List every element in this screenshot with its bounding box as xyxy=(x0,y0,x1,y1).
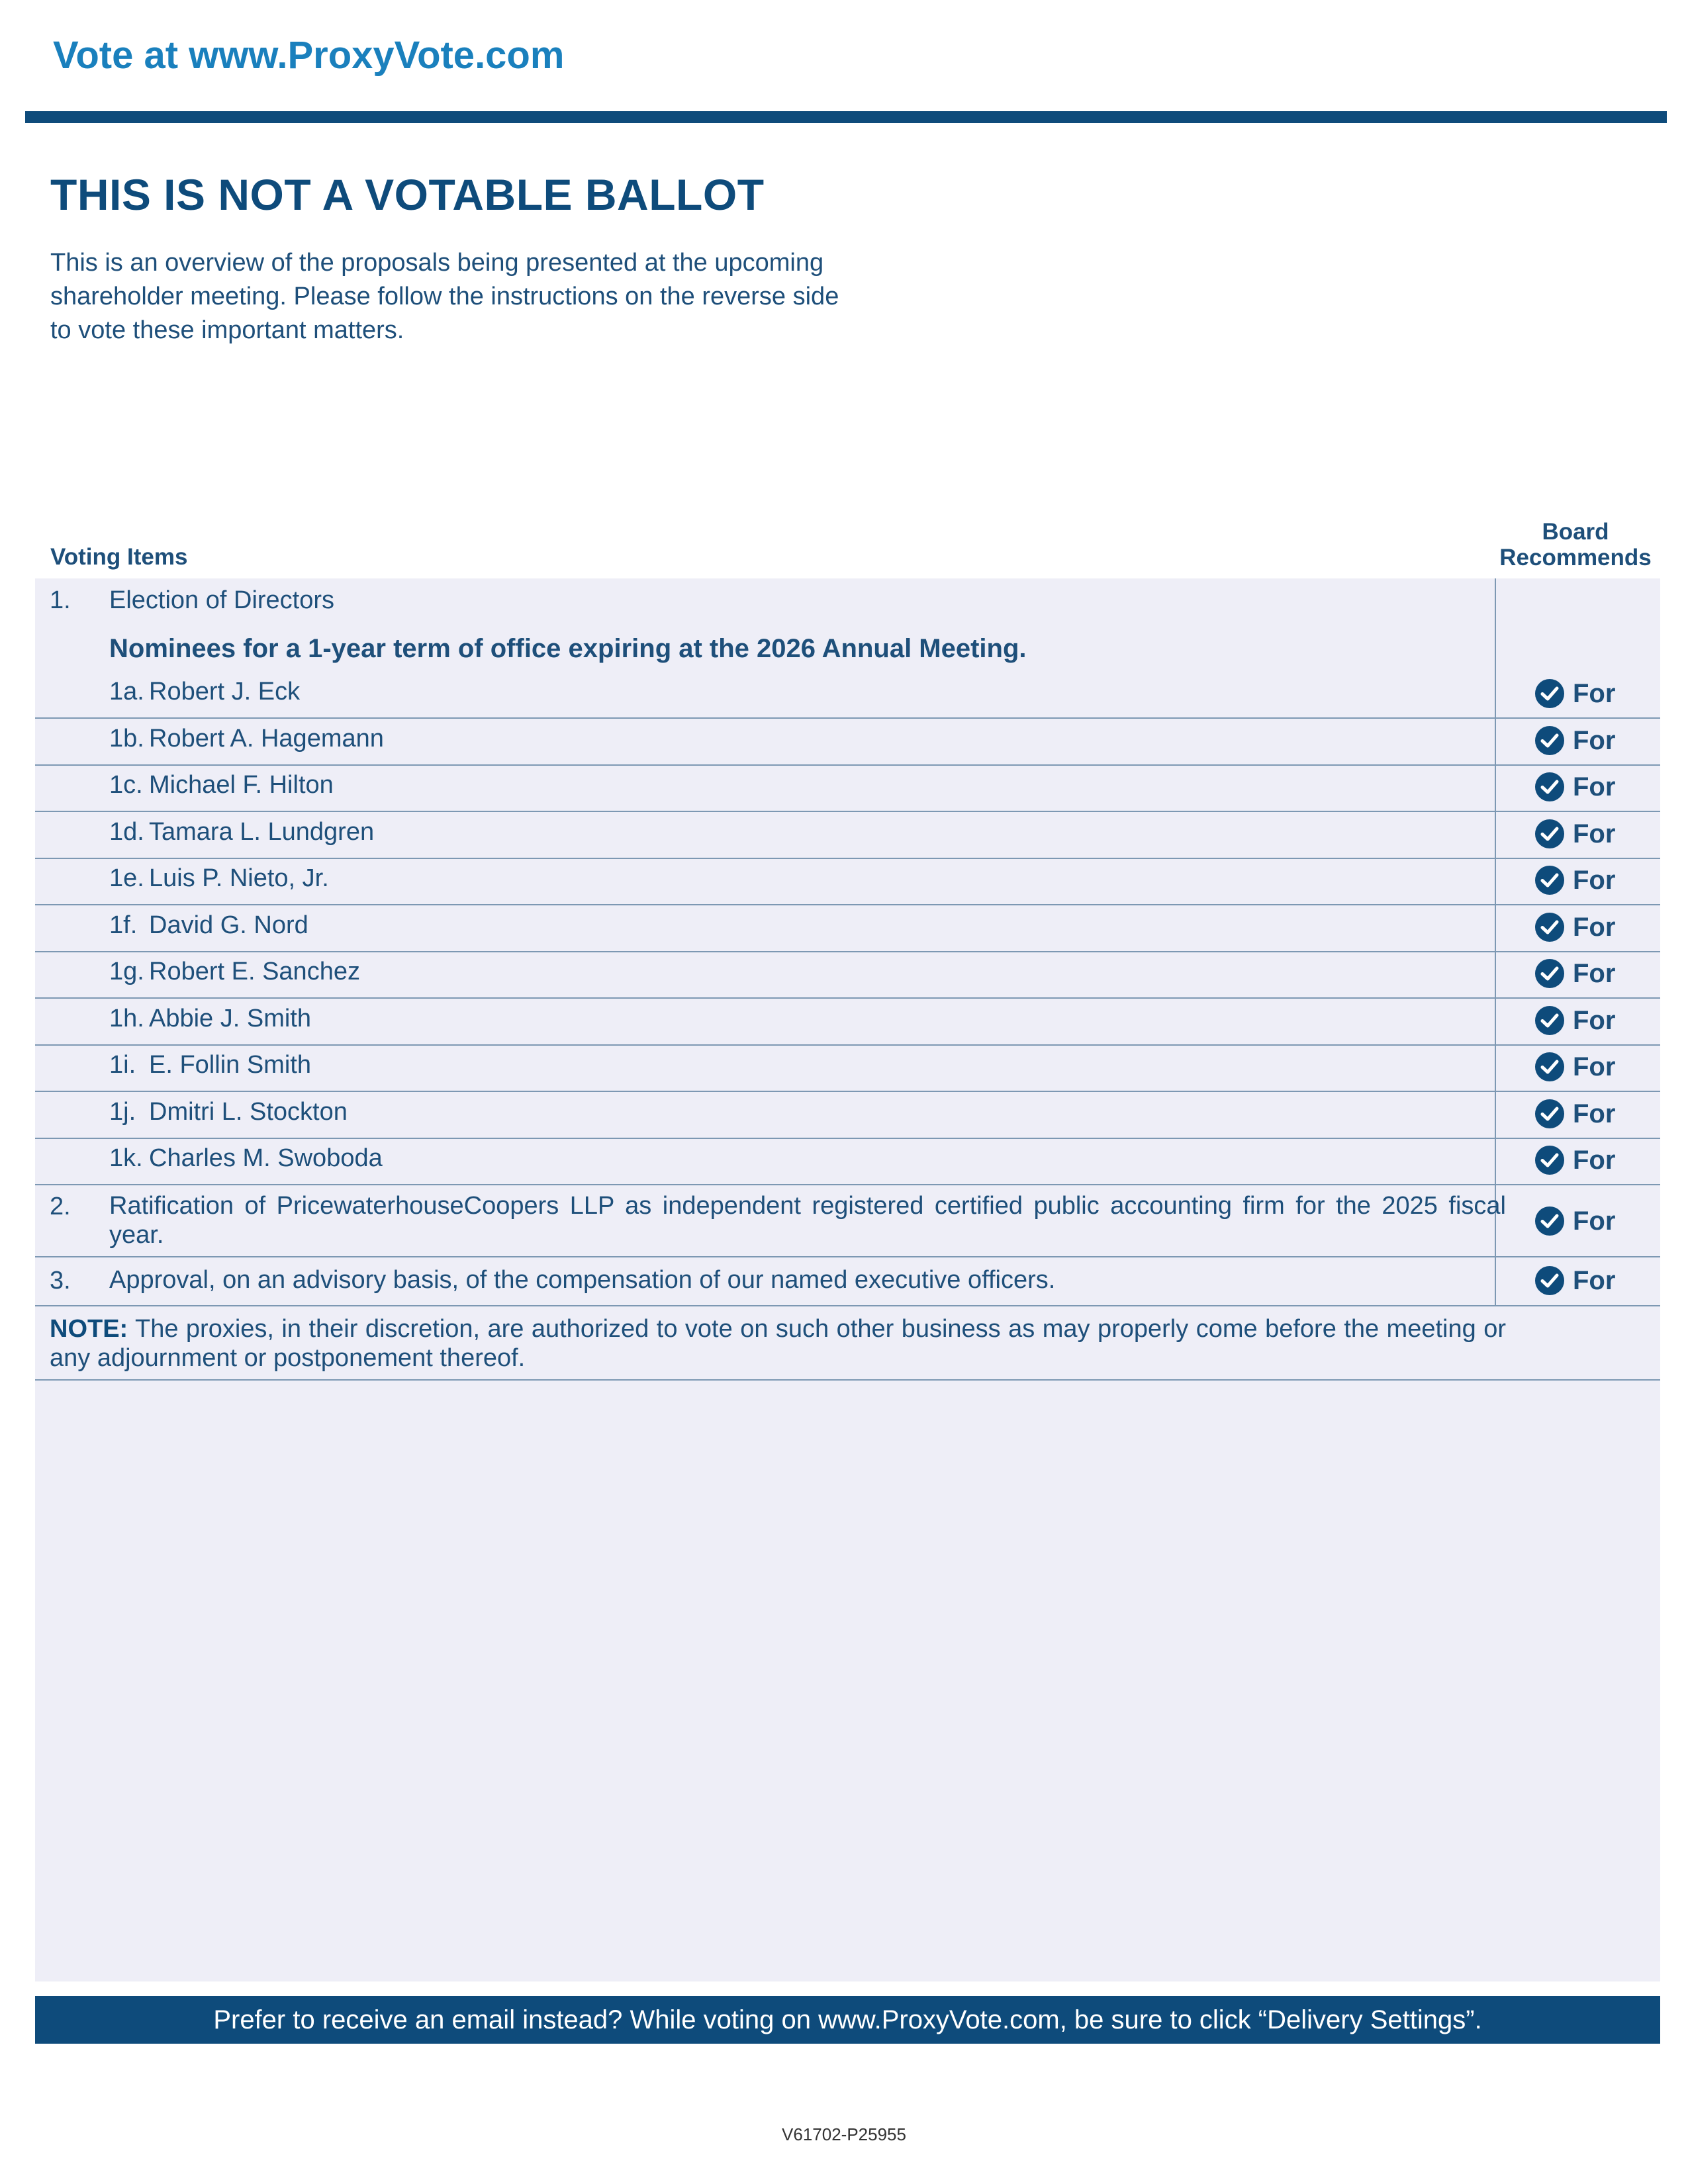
nominee-row xyxy=(35,1139,1660,1185)
intro-paragraph: This is an overview of the proposals being presented at the upcoming shareholder meeting. Please follow the instructions on the reverse side to vote these important matters. xyxy=(50,249,839,344)
recommendation-label: For xyxy=(1573,1145,1616,1175)
recommendation xyxy=(1534,1206,1615,1236)
note-row xyxy=(35,1306,1660,1381)
nominee-name: E. Follin Smith xyxy=(149,1051,311,1079)
check-circle-icon xyxy=(1534,1005,1565,1036)
recommendation-label: For xyxy=(1573,1005,1616,1035)
top-divider xyxy=(25,111,1667,123)
nominee-id: 1g. xyxy=(109,958,144,985)
recommendation xyxy=(1534,772,1615,802)
check-circle-icon xyxy=(1534,958,1565,989)
nominee-id: 1c. xyxy=(109,771,143,799)
check-circle-icon xyxy=(1534,1145,1565,1175)
nominee-row xyxy=(35,999,1660,1046)
nominee-row xyxy=(35,906,1660,952)
nominee-name: Robert E. Sanchez xyxy=(149,958,360,985)
nominee-row xyxy=(35,813,1660,859)
recommendation-label: For xyxy=(1573,1099,1616,1128)
check-circle-icon xyxy=(1534,819,1565,849)
item-text: Election of Directors xyxy=(109,586,335,614)
recommendation xyxy=(1534,725,1615,756)
item-text: Ratification of PricewaterhouseCoopers LLP as independent registered certified public accounting firm for the 2025 fiscal year. xyxy=(109,1192,1506,1249)
nominee-heading: Nominees for a 1-year term of office expiring at the 2026 Annual Meeting. xyxy=(109,634,1027,663)
recommendation xyxy=(1534,678,1615,709)
recommendation xyxy=(1534,912,1615,942)
nominee-id: 1a. xyxy=(109,678,144,705)
item-number: 3. xyxy=(50,1267,71,1295)
recommendation-label: For xyxy=(1573,865,1616,895)
check-circle-icon xyxy=(1534,1099,1565,1129)
nominee-name: David G. Nord xyxy=(149,911,308,939)
recommendation-label: For xyxy=(1573,958,1616,988)
check-circle-icon xyxy=(1534,912,1565,942)
nominee-row xyxy=(35,1093,1660,1139)
nominee-row xyxy=(35,766,1660,812)
nominee-name: Robert J. Eck xyxy=(149,678,301,705)
nominee-name: Robert A. Hagemann xyxy=(149,725,384,752)
nominee-name: Dmitri L. Stockton xyxy=(149,1098,348,1126)
nominee-row xyxy=(35,672,1660,719)
recommendation-label: For xyxy=(1573,772,1616,801)
board-header-line2: Recommends xyxy=(1499,545,1652,570)
recommendation xyxy=(1534,1265,1615,1296)
nominee-name: Tamara L. Lundgren xyxy=(149,818,375,846)
item-text: Approval, on an advisory basis, of the compensation of our named executive officers. xyxy=(109,1266,1056,1294)
recommendation xyxy=(1534,1052,1615,1082)
recommendation-label: For xyxy=(1573,725,1616,755)
note-text xyxy=(50,1314,1506,1373)
item-2-row xyxy=(35,1183,1660,1257)
check-circle-icon xyxy=(1534,1206,1565,1236)
recommendation-label: For xyxy=(1573,912,1616,942)
nominee-id: 1b. xyxy=(109,725,144,752)
item-3-row xyxy=(35,1257,1660,1306)
recommendation-label: For xyxy=(1573,678,1616,708)
recommendation xyxy=(1534,1005,1615,1036)
note-body: The proxies, in their discretion, are authorized to vote on such other business as may properly come before the meeting or any adjournment or postponement thereof. xyxy=(50,1315,1506,1372)
column-header-board-recommends xyxy=(1483,519,1668,570)
nominee-row xyxy=(35,859,1660,905)
nominee-id: 1f. xyxy=(109,911,138,939)
check-circle-icon xyxy=(1534,678,1565,709)
nominee-id: 1j. xyxy=(109,1098,136,1126)
item-number: 1. xyxy=(50,586,71,614)
recommendation xyxy=(1534,865,1615,895)
check-circle-icon xyxy=(1534,1265,1565,1296)
nominee-row xyxy=(35,952,1660,999)
nominee-name: Luis P. Nieto, Jr. xyxy=(149,864,329,892)
recommendation xyxy=(1534,958,1615,989)
nominee-id: 1h. xyxy=(109,1005,144,1032)
check-circle-icon xyxy=(1534,772,1565,802)
document-code: V61702-P25955 xyxy=(782,2124,906,2144)
email-delivery-banner: Prefer to receive an email instead? While voting on www.ProxyVote.com, be sure to click “Delivery Settings”. xyxy=(35,1996,1660,2044)
nominee-id: 1k. xyxy=(109,1144,143,1172)
recommendation xyxy=(1534,1145,1615,1175)
nominee-name: Abbie J. Smith xyxy=(149,1005,311,1032)
check-circle-icon xyxy=(1534,865,1565,895)
note-label: NOTE: xyxy=(50,1315,128,1343)
board-header-line1: Board xyxy=(1542,519,1609,545)
check-circle-icon xyxy=(1534,1052,1565,1082)
recommendation-label: For xyxy=(1573,819,1616,848)
item-number: 2. xyxy=(50,1193,71,1220)
nominee-name: Michael F. Hilton xyxy=(149,771,334,799)
nominee-id: 1i. xyxy=(109,1051,136,1079)
nominee-name: Charles M. Swoboda xyxy=(149,1144,383,1172)
recommendation xyxy=(1534,1099,1615,1129)
nominee-row xyxy=(35,719,1660,766)
page-title: THIS IS NOT A VOTABLE BALLOT xyxy=(50,170,765,219)
recommendation-label: For xyxy=(1573,1265,1616,1295)
column-header-voting-items: Voting Items xyxy=(50,544,188,570)
recommendation-label: For xyxy=(1573,1206,1616,1236)
nominee-id: 1d. xyxy=(109,818,144,846)
recommendation-label: For xyxy=(1573,1052,1616,1081)
recommendation xyxy=(1534,819,1615,849)
vote-url-heading: Vote at www.ProxyVote.com xyxy=(53,34,565,77)
check-circle-icon xyxy=(1534,725,1565,756)
nominee-row xyxy=(35,1046,1660,1092)
nominee-id: 1e. xyxy=(109,864,144,892)
